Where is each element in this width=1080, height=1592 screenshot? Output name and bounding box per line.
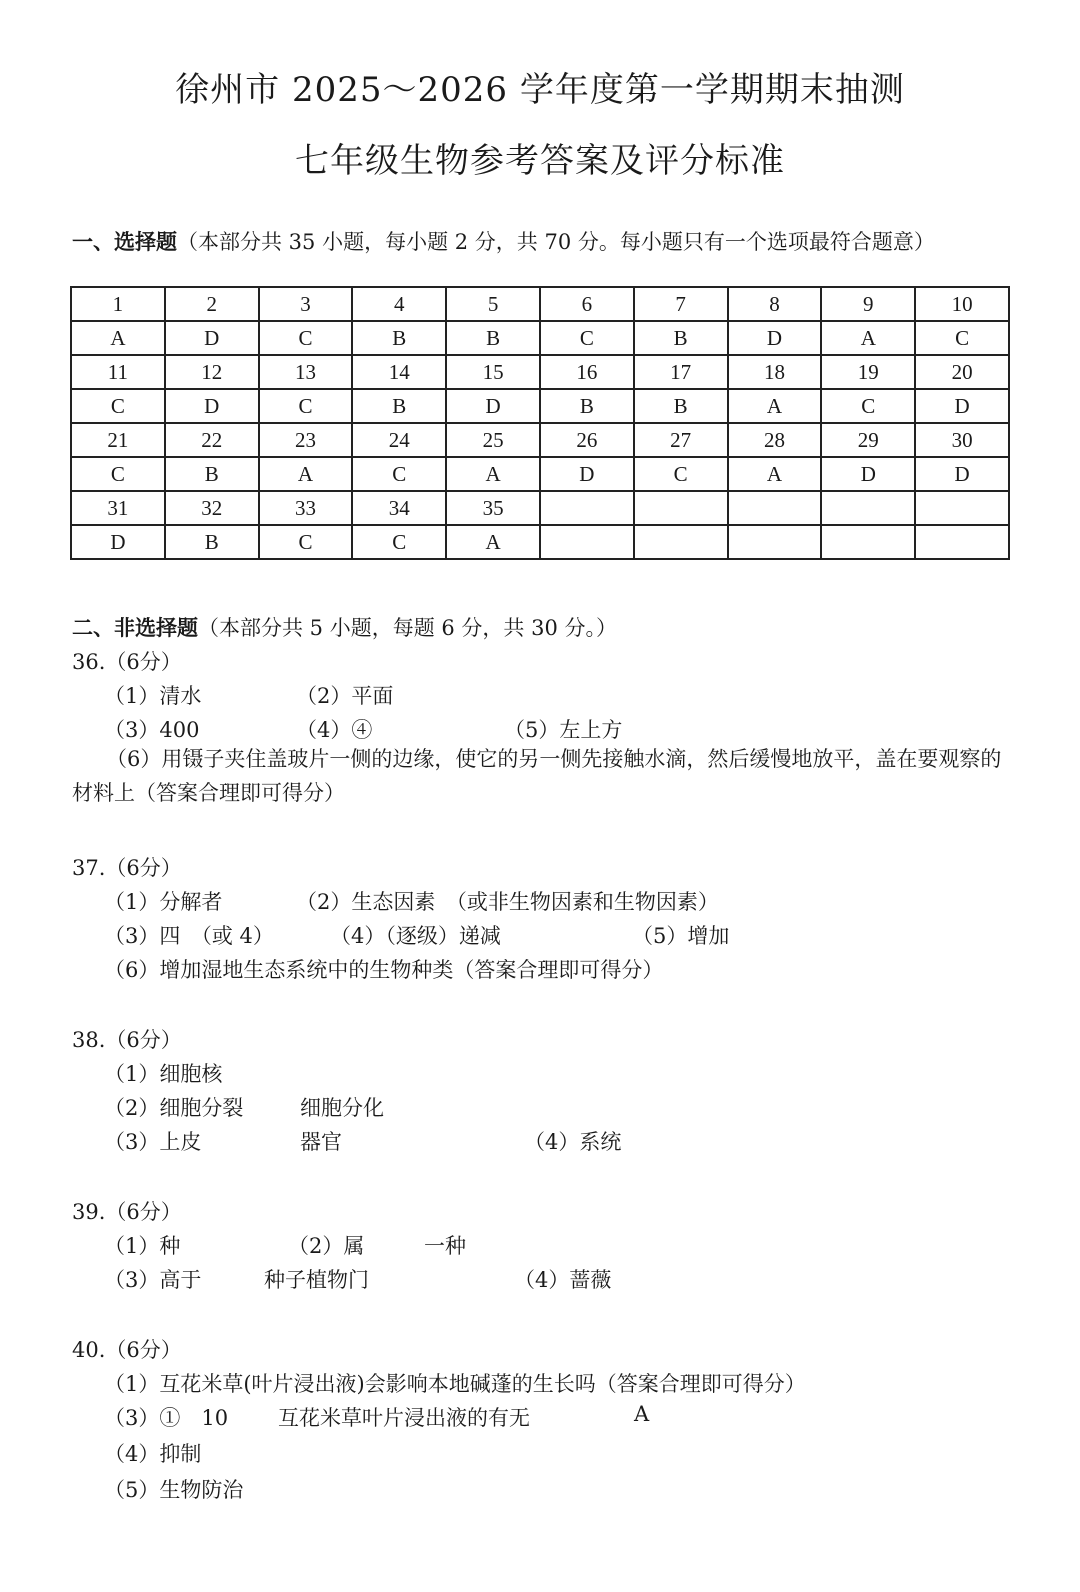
answer-cell: A [259,457,353,491]
q38-answer-1: （1）细胞核 [104,1062,223,1086]
question-number-cell: 5 [446,287,540,321]
q37-answer-6: （6）增加湿地生态系统中的生物种类（答案合理即可得分） [104,958,664,982]
answer-cell: C [259,525,353,559]
answer-row [71,389,1009,423]
q37-answer-2: （2）生态因素 （或非生物因素和生物因素） [296,890,719,914]
q40-answer-3b: 互花米草叶片浸出液的有无 [278,1406,530,1430]
question-number-cell: 32 [165,491,259,525]
question-number-cell: 15 [446,355,540,389]
q37-answer-1: （1）分解者 [104,890,223,914]
question-number-cell: 11 [71,355,165,389]
q40-answer-3a: （3）① 10 [104,1406,229,1430]
section-2-note: （本部分共 5 小题，每题 6 分，共 30 分。） [198,616,617,640]
section-1-heading [72,226,935,256]
answer-cell: A [728,457,822,491]
question-number-cell [728,491,822,525]
answer-cell: C [71,457,165,491]
answer-cell: A [821,321,915,355]
q36-answer-4: （4）④ [296,718,373,742]
question-37-header: 37.（6分） [72,856,182,880]
q36-answer-6: （6）用镊子夹住盖玻片一侧的边缘，使它的另一侧先接触水滴，然后缓慢地放平，盖在要观察的材料上（答案合理即可得分） [72,747,1002,805]
question-number-cell: 34 [352,491,446,525]
answer-cell: D [165,321,259,355]
answer-cell [821,525,915,559]
answer-cell: B [634,321,728,355]
q40-answer-5: （5）生物防治 [104,1478,244,1502]
question-number-cell: 2 [165,287,259,321]
q37-answer-4: （4）（逐级）递减 [330,924,501,948]
q40-answer-4: （4）抑制 [104,1442,202,1466]
question-39-header: 39.（6分） [72,1200,182,1224]
answer-cell: C [71,389,165,423]
question-number-cell: 9 [821,287,915,321]
question-number-cell: 6 [540,287,634,321]
answer-cell: D [71,525,165,559]
answer-cell: C [540,321,634,355]
answer-cell: B [634,389,728,423]
answer-cell: C [352,525,446,559]
question-number-cell: 33 [259,491,353,525]
question-number-cell: 18 [728,355,822,389]
answer-cell: C [915,321,1009,355]
answer-cell: C [352,457,446,491]
answer-cell: D [821,457,915,491]
question-number-cell: 8 [728,287,822,321]
answer-row [71,525,1009,559]
page-title: 徐州市 2025～2026 学年度第一学期期末抽测 [175,70,905,110]
q37-answer-3: （3）四 （或 4） [104,924,274,948]
q38-answer-3a: （3）上皮 [104,1130,202,1154]
question-number-cell: 29 [821,423,915,457]
q38-answer-4: （4）系统 [524,1130,622,1154]
q40-answer-3c: A [634,1402,650,1426]
answer-cell [540,525,634,559]
answer-cell: B [165,457,259,491]
q37-answer-5: （5）增加 [632,924,730,948]
question-number-cell: 19 [821,355,915,389]
question-number-cell: 16 [540,355,634,389]
answer-row [71,321,1009,355]
question-number-cell: 20 [915,355,1009,389]
q39-answer-1: （1）种 [104,1234,181,1258]
question-number-cell: 4 [352,287,446,321]
question-number-cell: 25 [446,423,540,457]
question-number-cell: 10 [915,287,1009,321]
answer-cell: B [165,525,259,559]
question-number-cell: 27 [634,423,728,457]
answer-cell [728,525,822,559]
question-number-cell: 12 [165,355,259,389]
question-number-cell: 35 [446,491,540,525]
answer-cell: D [165,389,259,423]
question-number-cell: 14 [352,355,446,389]
answer-cell: A [728,389,822,423]
q39-answer-2a: （2）属 [288,1234,365,1258]
answer-cell: D [915,389,1009,423]
section-2-title: 二、非选择题 [72,615,198,640]
answer-row [71,457,1009,491]
answer-cell: C [259,321,353,355]
question-number-cell: 24 [352,423,446,457]
question-number-row [71,287,1009,321]
question-number-cell: 7 [634,287,728,321]
answer-cell: D [540,457,634,491]
question-number-cell [915,491,1009,525]
answer-cell [915,525,1009,559]
q39-answer-3b: 种子植物门 [264,1268,369,1292]
answer-cell: C [821,389,915,423]
question-number-row [71,423,1009,457]
q36-answer-2: （2）平面 [296,684,394,708]
q36-answer-3: （3）400 [104,718,200,742]
q40-answer-1: （1）互花米草(叶片浸出液)会影响本地碱蓬的生长吗（答案合理即可得分） [104,1372,806,1396]
q39-answer-3a: （3）高于 [104,1268,202,1292]
answer-cell: D [915,457,1009,491]
answer-cell: B [352,321,446,355]
question-number-cell [634,491,728,525]
section-1-note: （本部分共 35 小题，每小题 2 分，共 70 分。每小题只有一个选项最符合题意） [177,230,935,254]
answer-cell [634,525,728,559]
question-number-cell: 22 [165,423,259,457]
q38-answer-2a: （2）细胞分裂 [104,1096,244,1120]
question-number-cell: 13 [259,355,353,389]
answer-cell: C [259,389,353,423]
page-subtitle: 七年级生物参考答案及评分标准 [295,141,785,181]
q38-answer-2b: 细胞分化 [300,1096,384,1120]
answer-cell: C [634,457,728,491]
question-number-cell: 23 [259,423,353,457]
q36-answer-5: （5）左上方 [504,718,623,742]
answer-cell: D [728,321,822,355]
answer-cell: B [352,389,446,423]
section-2-heading [72,612,617,642]
question-36-header: 36.（6分） [72,650,182,674]
answer-cell: A [71,321,165,355]
question-number-cell: 3 [259,287,353,321]
question-number-cell [821,491,915,525]
answer-cell: A [446,457,540,491]
question-40-header: 40.（6分） [72,1338,182,1362]
question-number-cell: 17 [634,355,728,389]
q36-answer-1: （1）清水 [104,684,202,708]
answer-table [70,286,1010,560]
question-number-cell [540,491,634,525]
question-number-cell: 31 [71,491,165,525]
question-number-row [71,355,1009,389]
question-number-cell: 28 [728,423,822,457]
answer-cell: B [446,321,540,355]
q39-answer-4: （4）蔷薇 [514,1268,612,1292]
question-number-cell: 30 [915,423,1009,457]
question-number-row [71,491,1009,525]
answer-cell: A [446,525,540,559]
q39-answer-2b: 一种 [424,1234,466,1258]
answer-cell: B [540,389,634,423]
question-number-cell: 21 [71,423,165,457]
question-number-cell: 1 [71,287,165,321]
question-38-header: 38.（6分） [72,1028,182,1052]
question-number-cell: 26 [540,423,634,457]
q38-answer-3b: 器官 [300,1130,342,1154]
section-1-title: 一、选择题 [72,229,177,254]
answer-cell: D [446,389,540,423]
